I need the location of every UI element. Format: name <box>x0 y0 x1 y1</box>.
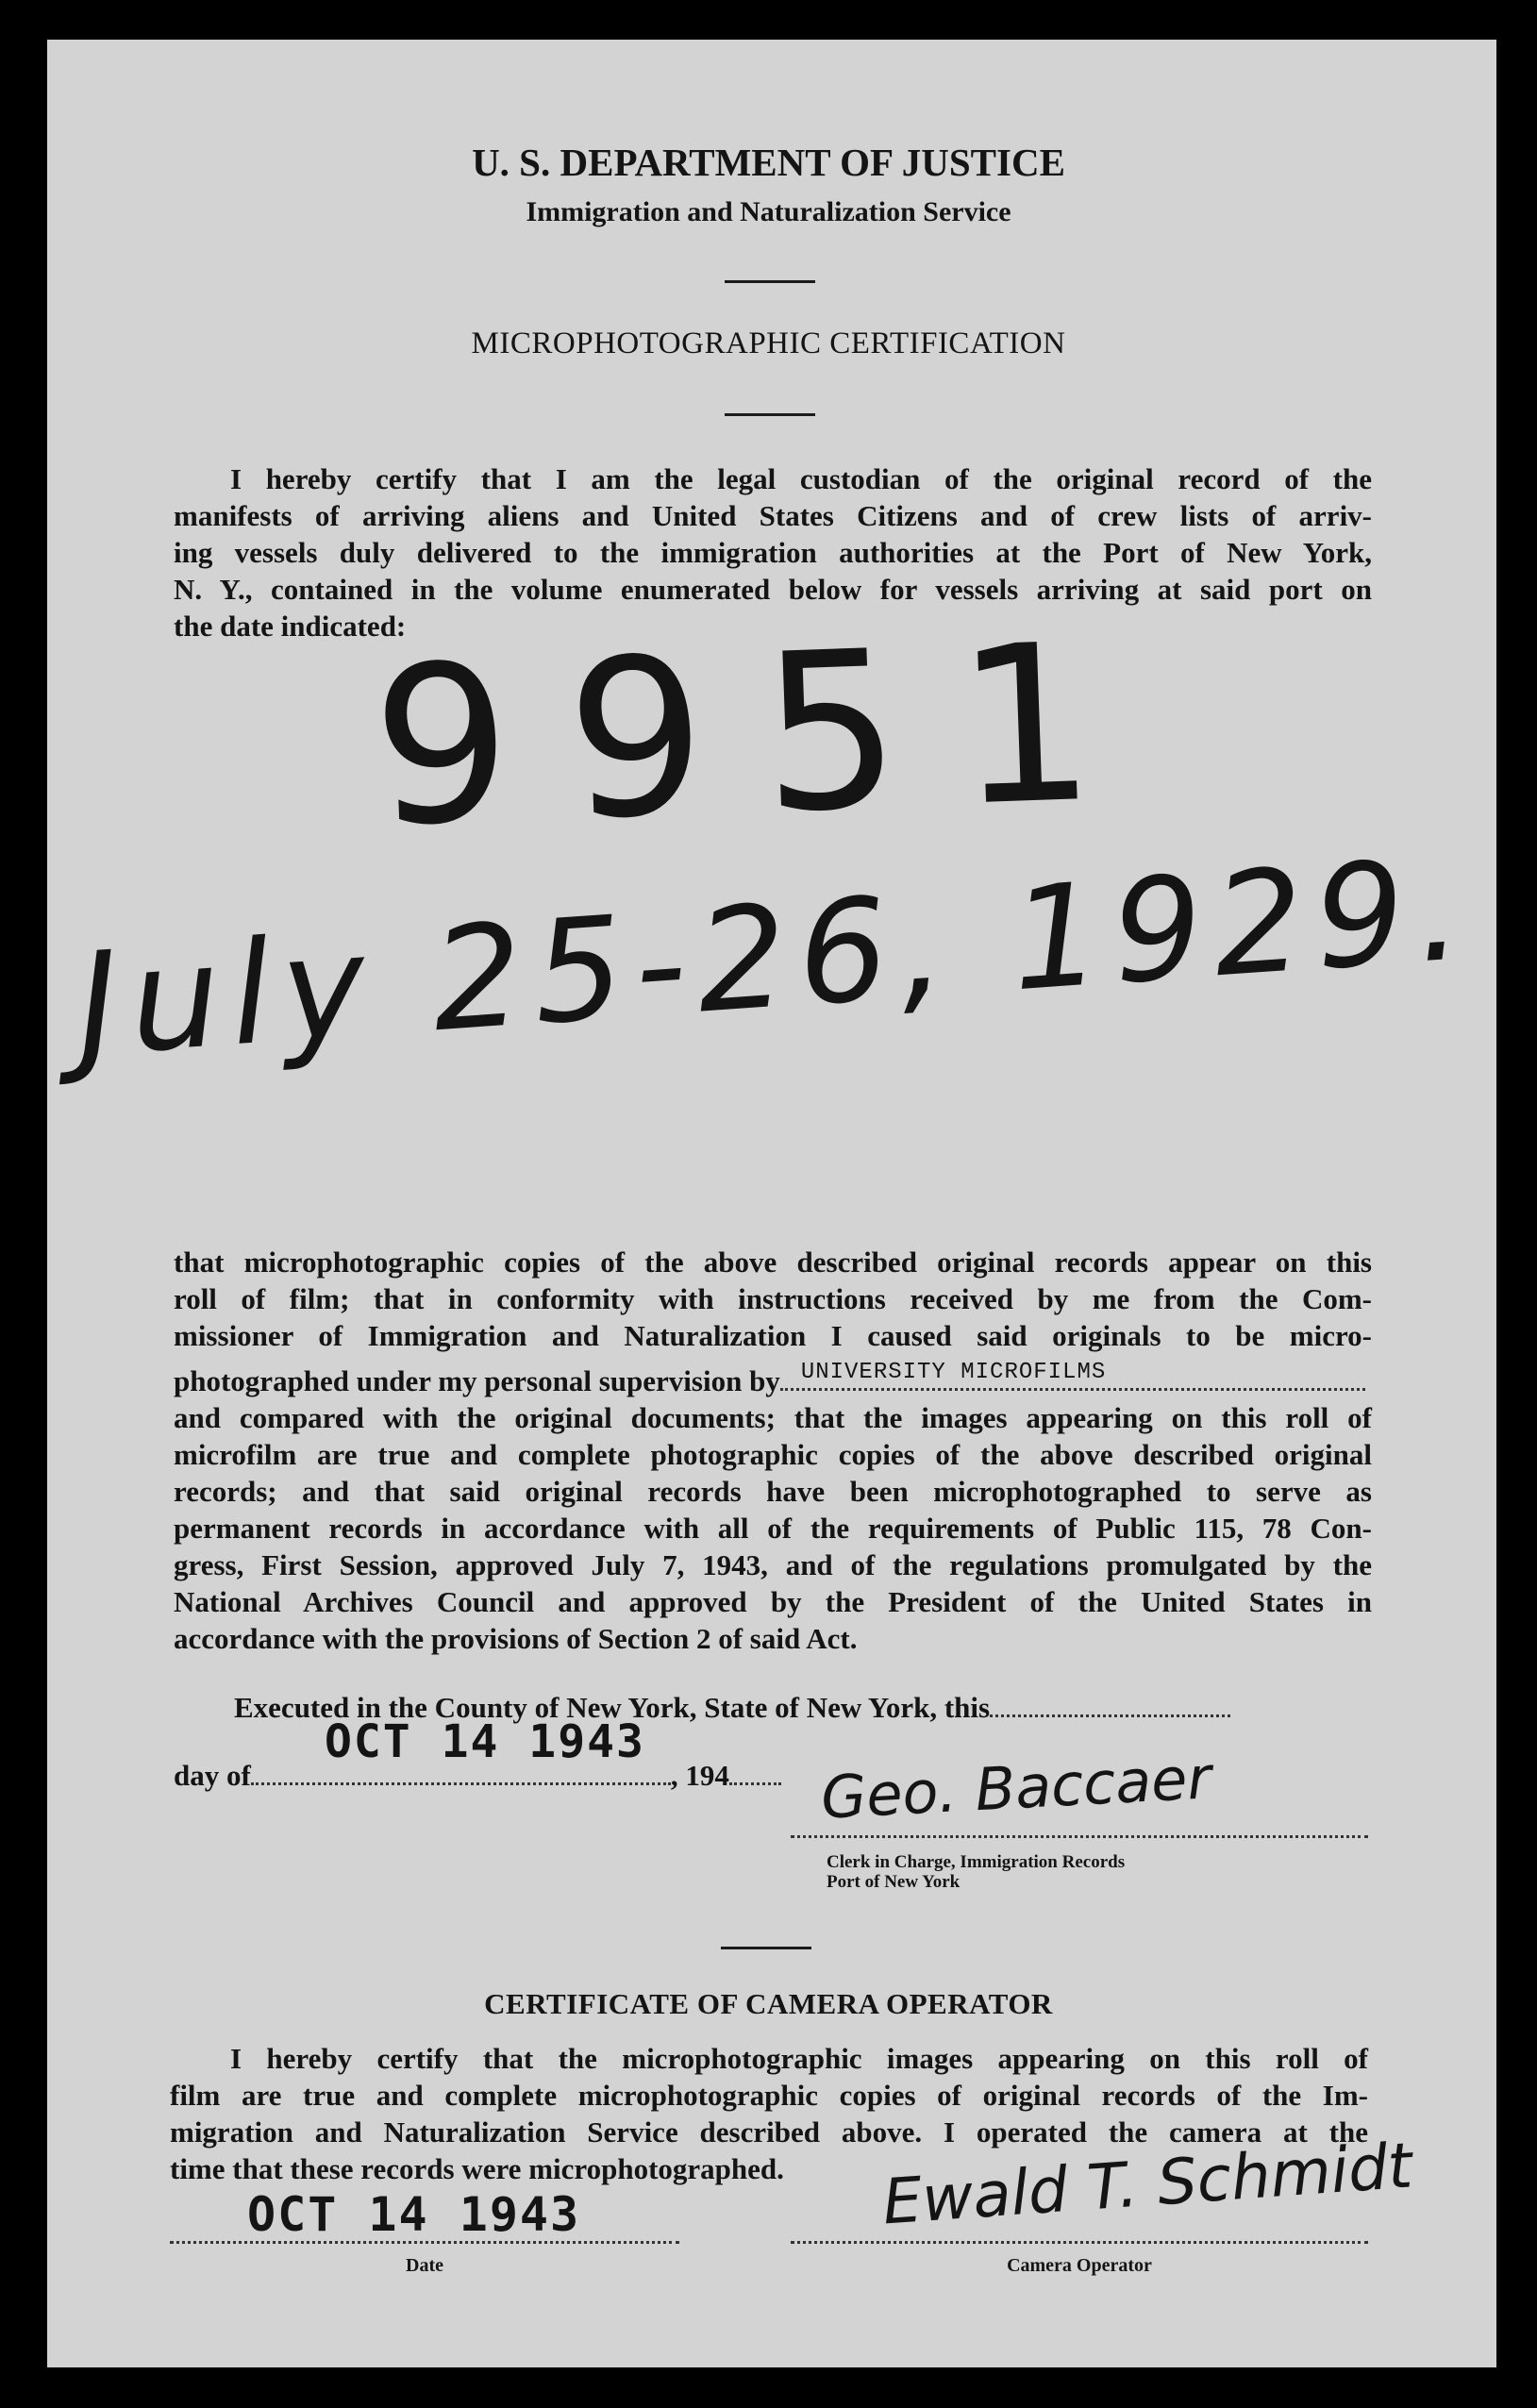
paragraph-line: gress, First Session, approved July 7, 1943, and of the regulations promulgated by the <box>174 1548 1372 1581</box>
certification-paragraph <box>174 1244 1372 1657</box>
paragraph-line: roll of film; that in conformity with instructions received by me from the Com- <box>174 1282 1372 1315</box>
camera-operator-label: Camera Operator <box>1007 2255 1152 2276</box>
handwritten-volume-number: 9951 <box>368 595 1156 876</box>
paragraph-line: microfilm are true and complete photographic copies of the above described original <box>174 1438 1372 1471</box>
paragraph-line: I hereby certify that I am the legal custodian of the original record of the <box>230 462 1372 495</box>
department-heading: U. S. DEPARTMENT OF JUSTICE <box>472 141 1065 184</box>
certification-title: MICROPHOTOGRAPHIC CERTIFICATION <box>471 326 1066 360</box>
paragraph-line: manifests of arriving aliens and United States Citizens and of crew lists of arriv- <box>174 499 1372 532</box>
paragraph-line: film are true and complete microphotographic copies of original records of the Im- <box>170 2079 1368 2112</box>
handwritten-arrival-date: July 25-26, 1929. <box>71 827 1479 1089</box>
microfilmer-line <box>174 1360 1372 1399</box>
paragraph-line: ing vessels duly delivered to the immigration authorities at the Port of New York, <box>174 536 1372 569</box>
clerk-title: Clerk in Charge, Immigration Records <box>827 1852 1126 1872</box>
paragraph-line: time that these records were microphotographed. <box>170 2152 784 2185</box>
paragraph-line: I hereby certify that the microphotographic images appearing on this roll of <box>230 2042 1368 2075</box>
day-field <box>990 1714 1230 1717</box>
month-field <box>251 1782 671 1785</box>
year-field <box>729 1782 781 1785</box>
paragraph-line: accordance with the provisions of Section 2 of said Act. <box>174 1622 858 1655</box>
paragraph-line: N. Y., contained in the volume enumerated below for vessels arriving at said port on <box>174 573 1372 606</box>
year-suffix: , 194 <box>670 1759 729 1792</box>
operator-date-stamp: OCT 14 1943 <box>247 2187 581 2242</box>
clerk-signature-line <box>791 1835 1368 1838</box>
clerk-office: Port of New York <box>827 1872 961 1892</box>
paragraph-line: records; and that said original records have been microphotographed to serve as <box>174 1475 1372 1508</box>
date-line <box>170 2241 679 2244</box>
paragraph-line: the date indicated: <box>174 610 407 643</box>
service-subheading: Immigration and Naturalization Service <box>526 196 1011 227</box>
executed-date-stamp: OCT 14 1943 <box>325 1715 645 1768</box>
operator-signature-line <box>791 2241 1368 2244</box>
by-line-prefix: photographed under my personal supervision by <box>174 1364 780 1397</box>
divider <box>721 1947 811 1949</box>
clerk-title-block <box>827 1852 1125 1892</box>
microfilmer-name: UNIVERSITY MICROFILMS <box>800 1360 1107 1385</box>
paragraph-line: National Archives Council and approved by the President of the United States in <box>174 1585 1372 1618</box>
paragraph-line: migration and Naturalization Service described above. I operated the camera at the <box>170 2115 1368 2149</box>
clerk-signature: Geo. Baccaer <box>819 1743 1213 1832</box>
paragraph-line: that microphotographic copies of the above described original records appear on this <box>174 1246 1372 1279</box>
camera-operator-title: CERTIFICATE OF CAMERA OPERATOR <box>484 1987 1053 2020</box>
paragraph-line: and compared with the original documents; that the images appearing on this roll of <box>174 1401 1372 1434</box>
divider <box>725 413 815 416</box>
paragraph-line: permanent records in accordance with all of the requirements of Public 115, 78 Con- <box>174 1512 1372 1545</box>
day-of-label: day of <box>174 1759 251 1792</box>
camera-operator-signature: Ewald T. Schmidt <box>879 2129 1415 2239</box>
executed-text: Executed in the County of New York, State of New York, this <box>234 1691 991 1724</box>
paragraph-line: missioner of Immigration and Naturalization I caused said originals to be micro- <box>174 1319 1372 1352</box>
date-label: Date <box>406 2255 443 2276</box>
microfilmer-field <box>780 1360 1365 1391</box>
divider <box>725 280 815 283</box>
